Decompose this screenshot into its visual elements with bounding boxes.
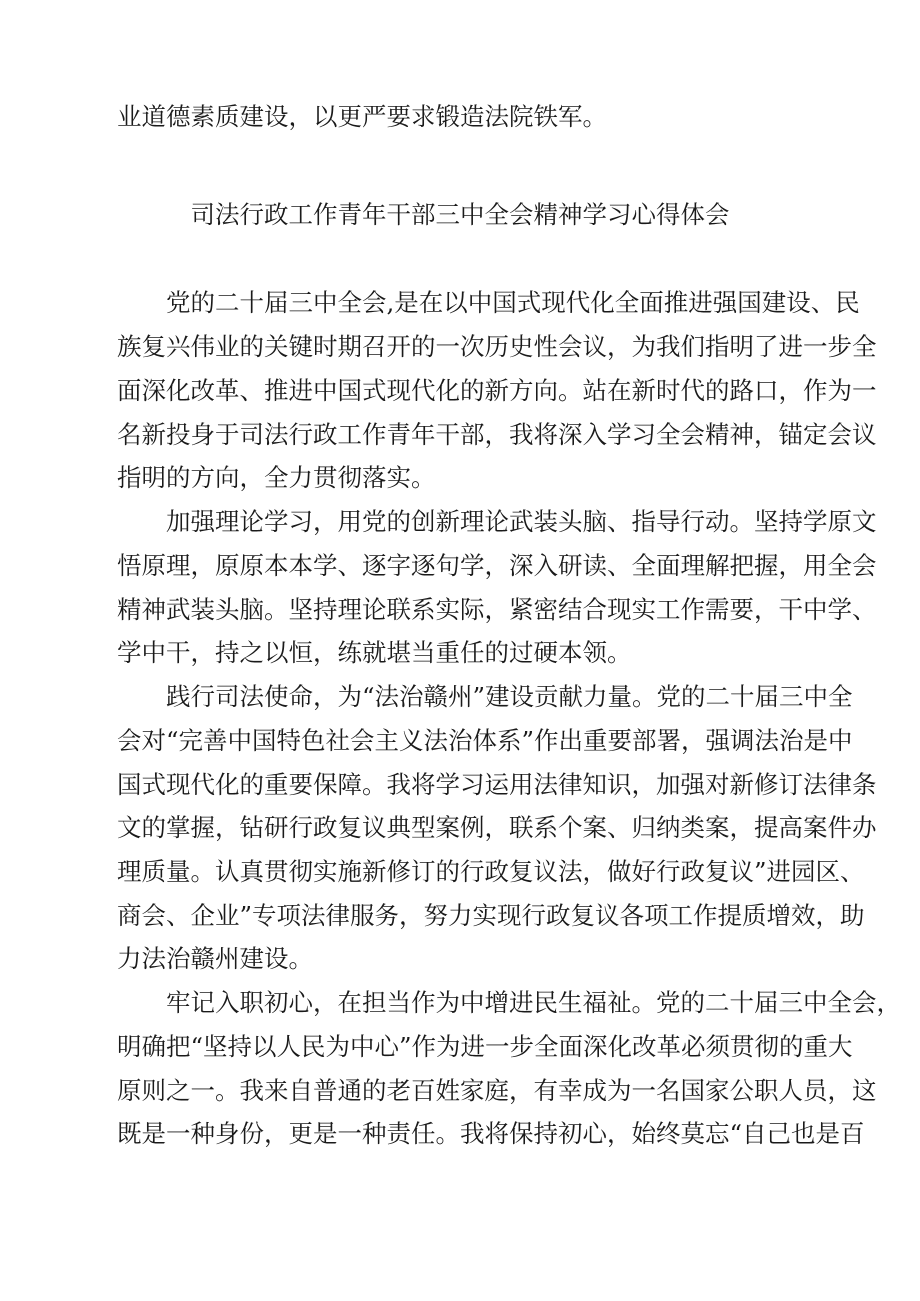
paragraph-line: 明确把“坚持以人民为中心”作为进一步全面深化改革必须贯彻的重大: [117, 1032, 853, 1061]
document-title: 司法行政工作青年干部三中全会精神学习心得体会: [190, 200, 730, 229]
lead-in-line: 业道德素质建设，以更严要求锻造法院铁军。: [117, 102, 607, 131]
paragraph-line: 原则之一。我来自普通的老百姓家庭，有幸成为一名国家公职人员，这: [117, 1076, 877, 1105]
paragraph-line: 理质量。认真贯彻实施新修订的行政复议法，做好行政复议”进园区、: [117, 857, 865, 886]
paragraph-line: 族复兴伟业的关键时期召开的一次历史性会议，为我们指明了进一步全: [117, 332, 877, 361]
paragraph-line: 名新投身于司法行政工作青年干部，我将深入学习全会精神，锚定会议: [117, 420, 877, 449]
paragraph-line: 加强理论学习，用党的创新理论武装头脑、指导行动。坚持学原文: [166, 507, 877, 536]
paragraph-line: 面深化改革、推进中国式现代化的新方向。站在新时代的路口，作为一: [117, 376, 877, 405]
paragraph-line: 践行司法使命，为“法治赣州”建设贡献力量。党的二十届三中全: [166, 682, 853, 711]
paragraph-line: 会对“完善中国特色社会主义法治体系”作出重要部署，强调法治是中: [117, 726, 853, 755]
paragraph-line: 既是一种身份，更是一种责任。我将保持初心，始终莫忘“自己也是百: [117, 1119, 865, 1148]
paragraph-line: 牢记入职初心，在担当作为中增进民生福祉。党的二十届三中全会，: [166, 988, 901, 1017]
paragraph-line: 悟原理，原原本本学、逐字逐句学，深入研读、全面理解把握，用全会: [117, 551, 877, 580]
paragraph-line: 商会、企业”专项法律服务，努力实现行政复议各项工作提质增效，助: [117, 901, 865, 930]
paragraph-line: 力法治赣州建设。: [117, 944, 313, 973]
paragraph-line: 指明的方向，全力贯彻落实。: [117, 463, 436, 492]
paragraph-line: 学中干，持之以恒，练就堪当重任的过硬本领。: [117, 638, 632, 667]
paragraph-line: 文的掌握，钻研行政复议典型案例，联系个案、归纳类案，提高案件办: [117, 813, 877, 842]
paragraph-line: 党的二十届三中全会,是在以中国式现代化全面推进强国建设、民: [166, 288, 860, 317]
paragraph-line: 国式现代化的重要保障。我将学习运用法律知识，加强对新修订法律条: [117, 770, 877, 799]
paragraph-line: 精神武装头脑。坚持理论联系实际，紧密结合现实工作需要，干中学、: [117, 595, 877, 624]
